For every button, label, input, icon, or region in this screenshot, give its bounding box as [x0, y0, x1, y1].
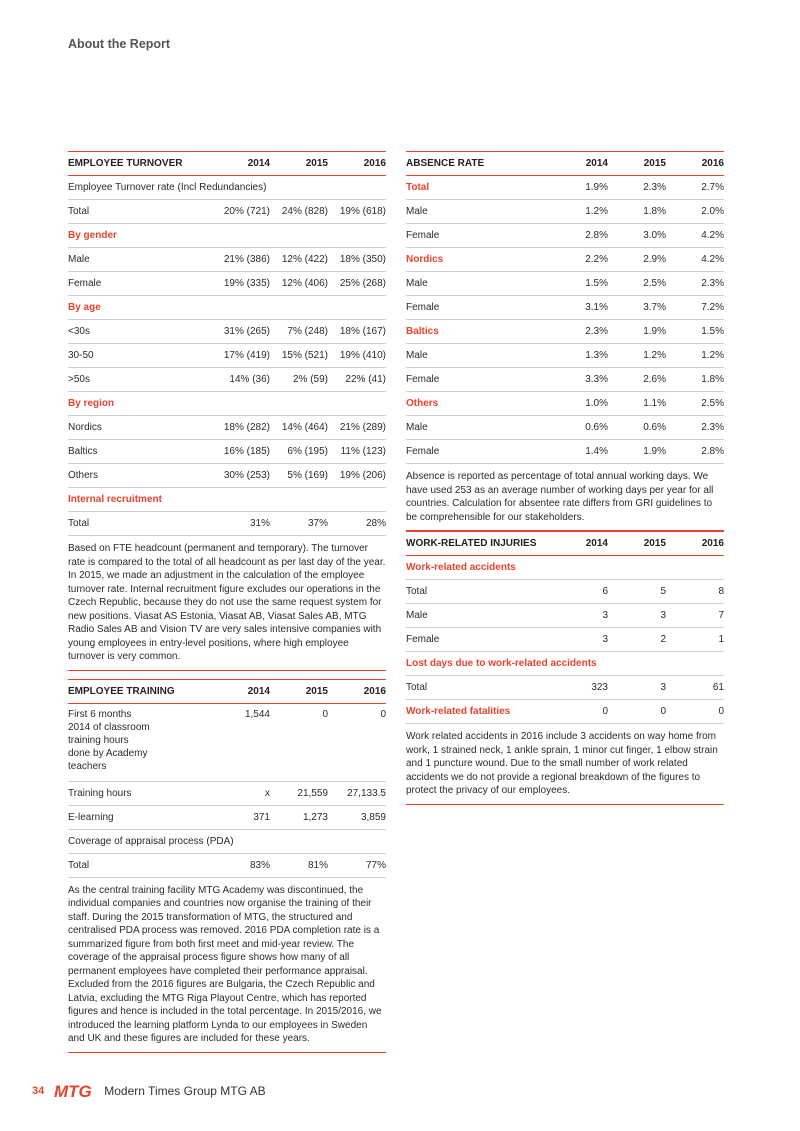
cell-value: 7% (248) — [270, 320, 328, 344]
cell-value: 14% (36) — [212, 368, 270, 392]
absence-note: Absence is reported as percentage of total annual working days. We have used 253 as an average number of working days per year for all countries. Calculation for absentee rate differs from GRI guidelines to be comprehensible for our stakeholders. — [406, 464, 724, 531]
cell-value: 0 — [608, 700, 666, 724]
cell-value: 2.5% — [666, 392, 724, 416]
row-label-nordics: Nordics — [406, 248, 550, 272]
cell-value: 77% — [328, 853, 386, 877]
cell-value: 18% (350) — [328, 248, 386, 272]
row-label-by-age: By age — [68, 296, 386, 320]
cell-value: 4.2% — [666, 248, 724, 272]
year-header: 2015 — [270, 679, 328, 703]
cell-value: 1.0% — [550, 392, 608, 416]
cell-value: 5% (169) — [270, 464, 328, 488]
year-header: 2014 — [212, 152, 270, 176]
table-row — [406, 368, 724, 392]
row-label-others: Others — [68, 464, 212, 488]
table-subheading-row — [406, 700, 724, 724]
cell-value: 17% (419) — [212, 344, 270, 368]
table-row — [68, 320, 386, 344]
cell-value: 6 — [550, 580, 608, 604]
table-subheading-row — [406, 320, 724, 344]
cell-value: 11% (123) — [328, 440, 386, 464]
page-footer — [32, 1082, 266, 1100]
cell-value: 31% (265) — [212, 320, 270, 344]
cell-value: 1.8% — [666, 368, 724, 392]
cell-value: 19% (206) — [328, 464, 386, 488]
cell-value: 8 — [666, 580, 724, 604]
cell-value: 20% (721) — [212, 200, 270, 224]
cell-value: 1.3% — [550, 344, 608, 368]
cell-value: 1.1% — [608, 392, 666, 416]
cell-value: 18% (282) — [212, 416, 270, 440]
year-header: 2015 — [270, 152, 328, 176]
table-row — [68, 703, 386, 781]
cell-value: 83% — [212, 853, 270, 877]
table-row — [406, 296, 724, 320]
cell-value: 3.7% — [608, 296, 666, 320]
table-row — [406, 200, 724, 224]
cell-value: 2.8% — [550, 224, 608, 248]
table-row — [406, 344, 724, 368]
cell-value: 3 — [608, 604, 666, 628]
svg-text:MTG: MTG — [54, 1082, 93, 1100]
cell-value: 2.0% — [666, 200, 724, 224]
cell-value: 2.3% — [550, 320, 608, 344]
row-label-total: Total — [406, 176, 550, 200]
row-label-work-related-accidents: Work-related accidents — [406, 556, 724, 580]
row-label-total: Total — [406, 580, 550, 604]
table-row — [406, 440, 724, 464]
table-row — [406, 676, 724, 700]
table-row — [68, 176, 386, 200]
row-label-female: Female — [406, 296, 550, 320]
table-row — [406, 628, 724, 652]
row-label-others: Others — [406, 392, 550, 416]
cell-value: 1.4% — [550, 440, 608, 464]
row-label-male: Male — [406, 604, 550, 628]
year-header: 2016 — [666, 152, 724, 176]
row-label-female: Female — [68, 272, 212, 296]
cell-value: 1.5% — [666, 320, 724, 344]
cell-value: 19% (410) — [328, 344, 386, 368]
cell-value: 3 — [608, 676, 666, 700]
absence-rate-table — [406, 151, 724, 464]
cell-value: 3.0% — [608, 224, 666, 248]
table-row — [68, 200, 386, 224]
cell-value: 0 — [666, 700, 724, 724]
cell-value: 0.6% — [608, 416, 666, 440]
row-label-total: Total — [406, 676, 550, 700]
cell-value: 1 — [666, 628, 724, 652]
cell-value: 2.7% — [666, 176, 724, 200]
cell-value: 1.9% — [550, 176, 608, 200]
table-subheading-row — [406, 392, 724, 416]
table-row — [68, 805, 386, 829]
cell-value: x — [212, 781, 270, 805]
company-name: Modern Times Group MTG AB — [104, 1084, 266, 1098]
cell-value: 2.8% — [666, 440, 724, 464]
row-label-training-hours: Training hours — [68, 781, 212, 805]
table-subheading-row — [406, 652, 724, 676]
row-label-baltics: Baltics — [68, 440, 212, 464]
year-header: 2016 — [328, 679, 386, 703]
row-label-female: Female — [406, 628, 550, 652]
cell-value: 0 — [550, 700, 608, 724]
table-title: EMPLOYEE TRAINING — [68, 679, 212, 703]
cell-value: 19% (618) — [328, 200, 386, 224]
row-label-male: Male — [68, 248, 212, 272]
row-label-male: Male — [406, 344, 550, 368]
row-label-by-gender: By gender — [68, 224, 386, 248]
cell-value: 24% (828) — [270, 200, 328, 224]
cell-value: 2.3% — [666, 416, 724, 440]
table-row — [68, 829, 386, 853]
table-row — [406, 224, 724, 248]
cell-value: 37% — [270, 512, 328, 536]
cell-value: 16% (185) — [212, 440, 270, 464]
row-label-male: Male — [406, 272, 550, 296]
table-row — [68, 512, 386, 536]
row-label-male: Male — [406, 200, 550, 224]
table-row — [406, 416, 724, 440]
cell-value: 0 — [270, 703, 328, 781]
year-header: 2014 — [550, 532, 608, 556]
cell-value: 0.6% — [550, 416, 608, 440]
row-label-nordics: Nordics — [68, 416, 212, 440]
cell-value: 2.3% — [666, 272, 724, 296]
table-row — [406, 604, 724, 628]
cell-value: 12% (406) — [270, 272, 328, 296]
employee-turnover-table — [68, 151, 386, 536]
cell-value: 61 — [666, 676, 724, 700]
year-header: 2015 — [608, 532, 666, 556]
row-label-total: Total — [68, 853, 212, 877]
cell-value: 3 — [550, 604, 608, 628]
table-row — [406, 272, 724, 296]
table-subheading-row — [406, 248, 724, 272]
cell-value: 1.2% — [666, 344, 724, 368]
cell-value: 3 — [550, 628, 608, 652]
cell-value: 30% (253) — [212, 464, 270, 488]
table-subheading-row — [68, 392, 386, 416]
turnover-note: Based on FTE headcount (permanent and temporary). The turnover rate is compared to the total of all headcount as per last day of the year. In 2015, we made an adjustment in the calculation of the employee turnover rate. Internal recruitment figure excludes our operations in the Czech Republic, because they do not use the same request system for new positions. Viasat AS Estonia, Viasat AB, Viasat Sales AB, MTG Radio Sales AB and Vision TV are very sales intensive companies with young employees in entry-level positions, where high employee turnover is very common. — [68, 536, 386, 671]
cell-value: 1.8% — [608, 200, 666, 224]
cell-value: 371 — [212, 805, 270, 829]
table-subheading-row — [68, 224, 386, 248]
cell-value: 1.9% — [608, 440, 666, 464]
row-label-employee-turnover-rate-incl-redundancies: Employee Turnover rate (Incl Redundancies) — [68, 176, 386, 200]
table-row — [68, 248, 386, 272]
employee-training-table — [68, 679, 386, 878]
cell-value: 1,544 — [212, 703, 270, 781]
cell-value: 1.2% — [608, 344, 666, 368]
cell-value: 5 — [608, 580, 666, 604]
cell-value: 7 — [666, 604, 724, 628]
table-subheading-row — [406, 176, 724, 200]
row-label-female: Female — [406, 368, 550, 392]
row-label-30-50: 30-50 — [68, 344, 212, 368]
table-title: WORK-RELATED INJURIES — [406, 532, 550, 556]
year-header: 2014 — [212, 679, 270, 703]
work-related-injuries-table — [406, 531, 724, 724]
cell-value: 1.9% — [608, 320, 666, 344]
table-subheading-row — [406, 556, 724, 580]
row-label-first-6-months-2014-of-classroom-training-hours-done-by-academy-teachers: First 6 months 2014 of classroom training hours done by Academy teachers — [68, 703, 212, 781]
right-column — [406, 151, 724, 805]
page-section-title: About the Report — [68, 37, 171, 51]
table-subheading-row — [68, 488, 386, 512]
cell-value: 0 — [328, 703, 386, 781]
cell-value: 15% (521) — [270, 344, 328, 368]
row-label-baltics: Baltics — [406, 320, 550, 344]
cell-value: 1.5% — [550, 272, 608, 296]
cell-value: 25% (268) — [328, 272, 386, 296]
cell-value: 22% (41) — [328, 368, 386, 392]
table-title: EMPLOYEE TURNOVER — [68, 152, 212, 176]
year-header: 2016 — [328, 152, 386, 176]
year-header: 2016 — [666, 532, 724, 556]
cell-value: 3.1% — [550, 296, 608, 320]
cell-value: 27,133.5 — [328, 781, 386, 805]
mtg-logo-icon — [54, 1082, 92, 1100]
cell-value: 14% (464) — [270, 416, 328, 440]
cell-value: 21,559 — [270, 781, 328, 805]
cell-value: 2 — [608, 628, 666, 652]
cell-value: 1,273 — [270, 805, 328, 829]
row-label-50s: >50s — [68, 368, 212, 392]
page-number: 34 — [32, 1085, 45, 1097]
cell-value: 2% (59) — [270, 368, 328, 392]
cell-value: 31% — [212, 512, 270, 536]
cell-value: 4.2% — [666, 224, 724, 248]
training-note: As the central training facility MTG Academy was discontinued, the individual companies and countries now organise the training of their staff. During the 2015 transformation of MTG, the structured and centralised PDA process was removed. 2016 PDA completion rate is a summarized figure from both first meet and mid-year review. The coverage of the appraisal process figure shows how many of all permanent employees have completed their performance appraisal. Excluded from the 2016 figures are Bulgaria, the Czech Republic and Latvia, excluding the MTG Riga Playout Centre, which has reported figures and hence is included in the total percentage. In 2015/2016, we introduced the learning platform Lynda to our employees in Sweden and UK and these figures are included for these years. — [68, 878, 386, 1053]
cell-value: 2.9% — [608, 248, 666, 272]
cell-value: 2.3% — [608, 176, 666, 200]
cell-value: 28% — [328, 512, 386, 536]
table-row — [406, 580, 724, 604]
cell-value: 2.6% — [608, 368, 666, 392]
year-header: 2015 — [608, 152, 666, 176]
row-label-by-region: By region — [68, 392, 386, 416]
cell-value: 2.2% — [550, 248, 608, 272]
row-label-female: Female — [406, 440, 550, 464]
table-row — [68, 272, 386, 296]
cell-value: 12% (422) — [270, 248, 328, 272]
year-header: 2014 — [550, 152, 608, 176]
injuries-note: Work related accidents in 2016 include 3 accidents on way home from work, 1 strained neck, 1 ankle sprain, 1 minor cut finger, 1 elbow strain and 1 puncture wound. Due to the small number of work related accidents we do not provide a regional breakdown of the figures to protect the privacy of our employees. — [406, 724, 724, 805]
row-label-coverage-of-appraisal-process-pda: Coverage of appraisal process (PDA) — [68, 829, 386, 853]
cell-value: 1.2% — [550, 200, 608, 224]
row-label-internal-recruitment: Internal recruitment — [68, 488, 386, 512]
row-label-total: Total — [68, 200, 212, 224]
table-row — [68, 440, 386, 464]
table-row — [68, 464, 386, 488]
cell-value: 3,859 — [328, 805, 386, 829]
table-title: ABSENCE RATE — [406, 152, 550, 176]
row-label-female: Female — [406, 224, 550, 248]
row-label-total: Total — [68, 512, 212, 536]
cell-value: 6% (195) — [270, 440, 328, 464]
row-label-male: Male — [406, 416, 550, 440]
left-column — [68, 151, 386, 1053]
cell-value: 7.2% — [666, 296, 724, 320]
cell-value: 2.5% — [608, 272, 666, 296]
cell-value: 323 — [550, 676, 608, 700]
cell-value: 81% — [270, 853, 328, 877]
cell-value: 18% (167) — [328, 320, 386, 344]
row-label-e-learning: E-learning — [68, 805, 212, 829]
table-subheading-row — [68, 296, 386, 320]
row-label-lost-days-due-to-work-related-accidents: Lost days due to work-related accidents — [406, 652, 724, 676]
row-label-work-related-fatalities: Work-related fatalities — [406, 700, 550, 724]
table-row — [68, 781, 386, 805]
table-row — [68, 368, 386, 392]
cell-value: 21% (386) — [212, 248, 270, 272]
cell-value: 21% (289) — [328, 416, 386, 440]
table-row — [68, 416, 386, 440]
cell-value: 3.3% — [550, 368, 608, 392]
table-row — [68, 853, 386, 877]
cell-value: 19% (335) — [212, 272, 270, 296]
table-row — [68, 344, 386, 368]
row-label-30s: <30s — [68, 320, 212, 344]
